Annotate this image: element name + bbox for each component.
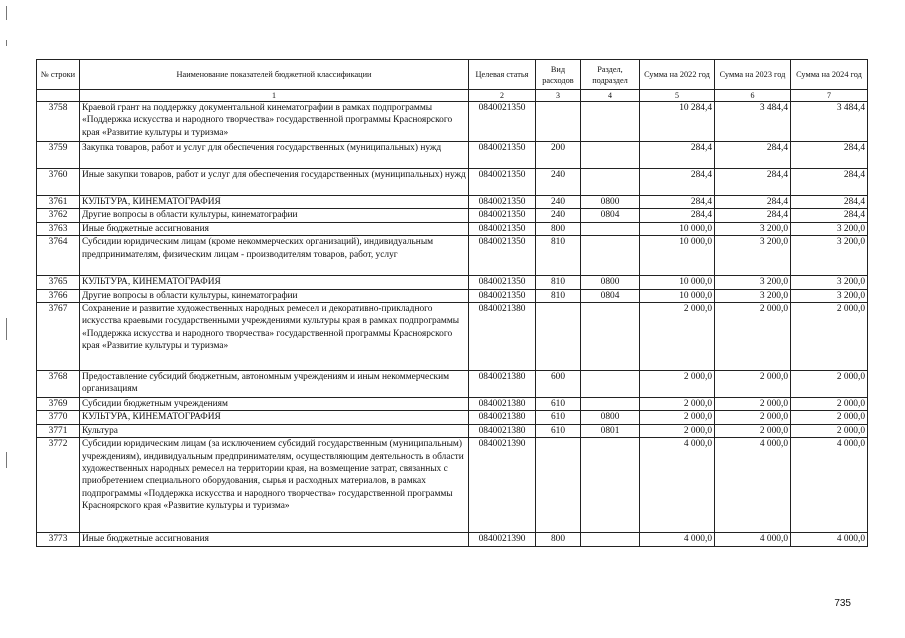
row-sum-2022: 10 000,0	[640, 236, 715, 276]
row-number: 3767	[37, 303, 80, 371]
row-section	[581, 398, 640, 411]
row-sum-2024: 3 200,0	[791, 276, 868, 289]
row-sum-2024: 284,4	[791, 169, 868, 196]
table-row	[37, 209, 868, 222]
row-number: 3771	[37, 424, 80, 437]
row-number: 3764	[37, 236, 80, 276]
row-number: 3762	[37, 209, 80, 222]
header-row-number: № строки	[37, 60, 80, 90]
header-number-2: 2	[469, 90, 536, 102]
header-sum-2024: Сумма на 2024 год	[791, 60, 868, 90]
table-row	[37, 371, 868, 398]
row-section: 0804	[581, 209, 640, 222]
row-section: 0804	[581, 289, 640, 302]
row-expense-type: 240	[536, 209, 581, 222]
row-expense-type: 810	[536, 289, 581, 302]
scan-mark	[6, 452, 7, 468]
header-sum-2022: Сумма на 2022 год	[640, 60, 715, 90]
row-indicator-name: Сохранение и развитие художественных народных ремесел и декоративно-прикладного искусства краевыми государственными учреждениями культуры края в рамках подпрограммы «Поддержка искусства и народного творчества» государственной программы Красноярского края «Развитие культуры и туризма»	[80, 303, 469, 371]
row-sum-2024: 2 000,0	[791, 411, 868, 424]
row-sum-2024: 284,4	[791, 196, 868, 209]
row-indicator-name: Иные бюджетные ассигнования	[80, 222, 469, 235]
row-indicator-name: Культура	[80, 424, 469, 437]
row-indicator-name: Субсидии юридическим лицам (кроме некоммерческих организаций), индивидуальным предпринимателям, физическим лицам - производителям товаров, работ, услуг	[80, 236, 469, 276]
row-number: 3770	[37, 411, 80, 424]
row-section	[581, 371, 640, 398]
table-row	[37, 169, 868, 196]
row-sum-2024: 4 000,0	[791, 533, 868, 546]
row-expense-type: 600	[536, 371, 581, 398]
row-sum-2024: 3 484,4	[791, 102, 868, 142]
row-sum-2023: 3 200,0	[715, 276, 791, 289]
budget-table	[36, 59, 868, 547]
table-row	[37, 142, 868, 169]
row-expense-type	[536, 303, 581, 371]
table-row	[37, 289, 868, 302]
row-expense-type: 610	[536, 411, 581, 424]
row-expense-type: 800	[536, 533, 581, 546]
row-sum-2023: 284,4	[715, 142, 791, 169]
row-number: 3772	[37, 438, 80, 533]
row-target-item: 0840021380	[469, 371, 536, 398]
table-row	[37, 303, 868, 371]
row-target-item: 0840021350	[469, 276, 536, 289]
row-indicator-name: Субсидии бюджетным учреждениям	[80, 398, 469, 411]
row-sum-2023: 2 000,0	[715, 371, 791, 398]
row-sum-2022: 284,4	[640, 169, 715, 196]
row-number: 3766	[37, 289, 80, 302]
scan-mark	[6, 40, 7, 46]
table-row	[37, 196, 868, 209]
row-section	[581, 142, 640, 169]
row-section	[581, 222, 640, 235]
row-target-item: 0840021350	[469, 222, 536, 235]
row-sum-2024: 2 000,0	[791, 303, 868, 371]
header-number-blank	[37, 90, 80, 102]
table-row	[37, 236, 868, 276]
header-expense-type: Вид расходов	[536, 60, 581, 90]
row-sum-2022: 10 000,0	[640, 276, 715, 289]
row-sum-2023: 2 000,0	[715, 411, 791, 424]
row-section	[581, 303, 640, 371]
row-sum-2024: 284,4	[791, 209, 868, 222]
row-target-item: 0840021350	[469, 289, 536, 302]
header-number-5: 5	[640, 90, 715, 102]
row-target-item: 0840021380	[469, 424, 536, 437]
row-sum-2023: 3 200,0	[715, 289, 791, 302]
row-expense-type: 610	[536, 424, 581, 437]
row-target-item: 0840021350	[469, 102, 536, 142]
row-expense-type: 810	[536, 276, 581, 289]
row-sum-2023: 284,4	[715, 169, 791, 196]
row-number: 3760	[37, 169, 80, 196]
row-target-item: 0840021350	[469, 169, 536, 196]
row-sum-2022: 10 000,0	[640, 222, 715, 235]
row-expense-type: 200	[536, 142, 581, 169]
row-sum-2023: 3 200,0	[715, 222, 791, 235]
row-sum-2023: 2 000,0	[715, 303, 791, 371]
row-sum-2022: 10 284,4	[640, 102, 715, 142]
row-sum-2024: 2 000,0	[791, 371, 868, 398]
row-target-item: 0840021350	[469, 142, 536, 169]
row-section: 0800	[581, 196, 640, 209]
row-indicator-name: КУЛЬТУРА, КИНЕМАТОГРАФИЯ	[80, 196, 469, 209]
table-header	[37, 60, 868, 102]
row-sum-2023: 4 000,0	[715, 438, 791, 533]
row-section	[581, 236, 640, 276]
table-row	[37, 222, 868, 235]
row-sum-2023: 284,4	[715, 196, 791, 209]
row-target-item: 0840021350	[469, 209, 536, 222]
row-number: 3758	[37, 102, 80, 142]
row-sum-2024: 2 000,0	[791, 424, 868, 437]
row-indicator-name: Иные закупки товаров, работ и услуг для обеспечения государственных (муниципальных) нужд	[80, 169, 469, 196]
row-number: 3763	[37, 222, 80, 235]
row-sum-2022: 2 000,0	[640, 424, 715, 437]
row-sum-2022: 4 000,0	[640, 533, 715, 546]
header-target-item: Целевая статья	[469, 60, 536, 90]
row-sum-2022: 2 000,0	[640, 398, 715, 411]
row-sum-2022: 284,4	[640, 196, 715, 209]
row-sum-2022: 2 000,0	[640, 371, 715, 398]
row-section	[581, 533, 640, 546]
row-sum-2023: 3 484,4	[715, 102, 791, 142]
row-number: 3765	[37, 276, 80, 289]
row-indicator-name: КУЛЬТУРА, КИНЕМАТОГРАФИЯ	[80, 411, 469, 424]
row-expense-type	[536, 438, 581, 533]
row-expense-type: 240	[536, 169, 581, 196]
scan-edge-marks	[0, 0, 12, 638]
row-sum-2023: 2 000,0	[715, 398, 791, 411]
header-number-4: 4	[581, 90, 640, 102]
row-expense-type: 610	[536, 398, 581, 411]
row-indicator-name: Иные бюджетные ассигнования	[80, 533, 469, 546]
row-target-item: 0840021350	[469, 196, 536, 209]
row-section	[581, 438, 640, 533]
table-row	[37, 276, 868, 289]
row-indicator-name: Предоставление субсидий бюджетным, автономным учреждениям и иным некоммерческим организациям	[80, 371, 469, 398]
row-target-item: 0840021390	[469, 533, 536, 546]
scan-mark	[6, 318, 7, 340]
page-number: 735	[834, 598, 851, 609]
row-sum-2023: 284,4	[715, 209, 791, 222]
row-sum-2023: 4 000,0	[715, 533, 791, 546]
header-indicator-name: Наименование показателей бюджетной классификации	[80, 60, 469, 90]
row-sum-2022: 10 000,0	[640, 289, 715, 302]
table-body	[37, 102, 868, 547]
header-number-7: 7	[791, 90, 868, 102]
row-indicator-name: Краевой грант на поддержку документальной кинематографии в рамках подпрограммы «Поддержка искусства и народного творчества» государственной программы Красноярского края «Развитие культуры и туризма»	[80, 102, 469, 142]
table-row	[37, 424, 868, 437]
scan-mark	[6, 6, 7, 20]
row-sum-2023: 2 000,0	[715, 424, 791, 437]
row-sum-2023: 3 200,0	[715, 236, 791, 276]
table-row	[37, 533, 868, 546]
row-section	[581, 169, 640, 196]
row-sum-2024: 284,4	[791, 142, 868, 169]
header-number-3: 3	[536, 90, 581, 102]
table-row	[37, 102, 868, 142]
table-row	[37, 398, 868, 411]
header-section: Раздел, подраздел	[581, 60, 640, 90]
row-sum-2024: 3 200,0	[791, 289, 868, 302]
row-indicator-name: Закупка товаров, работ и услуг для обеспечения государственных (муниципальных) нужд	[80, 142, 469, 169]
row-indicator-name: Другие вопросы в области культуры, кинематографии	[80, 289, 469, 302]
row-sum-2024: 4 000,0	[791, 438, 868, 533]
row-section: 0801	[581, 424, 640, 437]
row-section: 0800	[581, 276, 640, 289]
row-expense-type: 810	[536, 236, 581, 276]
row-sum-2022: 284,4	[640, 142, 715, 169]
row-number: 3768	[37, 371, 80, 398]
row-sum-2022: 2 000,0	[640, 411, 715, 424]
row-indicator-name: Субсидии юридическим лицам (за исключением субсидий государственным (муниципальным) учреждениям), индивидуальным предпринимателям, осуществляющим деятельность в области художественных народных ремесел на территории края, на возмещение затрат, связанных с приобретением специального оборудования, сырья и расходных материалов, в рамках подпрограммы «Поддержка искусства и народного творчества» государственной программы Красноярского края «Развитие культуры и туризма»	[80, 438, 469, 533]
row-number: 3773	[37, 533, 80, 546]
row-sum-2024: 2 000,0	[791, 398, 868, 411]
row-number: 3769	[37, 398, 80, 411]
row-indicator-name: Другие вопросы в области культуры, кинематографии	[80, 209, 469, 222]
row-sum-2022: 4 000,0	[640, 438, 715, 533]
row-expense-type: 240	[536, 196, 581, 209]
row-sum-2022: 284,4	[640, 209, 715, 222]
row-sum-2024: 3 200,0	[791, 222, 868, 235]
row-sum-2022: 2 000,0	[640, 303, 715, 371]
header-number-1: 1	[80, 90, 469, 102]
row-section	[581, 102, 640, 142]
row-target-item: 0840021380	[469, 398, 536, 411]
row-expense-type: 800	[536, 222, 581, 235]
row-target-item: 0840021380	[469, 303, 536, 371]
row-number: 3759	[37, 142, 80, 169]
table-row	[37, 438, 868, 533]
row-number: 3761	[37, 196, 80, 209]
header-number-6: 6	[715, 90, 791, 102]
row-section: 0800	[581, 411, 640, 424]
row-expense-type	[536, 102, 581, 142]
header-sum-2023: Сумма на 2023 год	[715, 60, 791, 90]
row-target-item: 0840021350	[469, 236, 536, 276]
row-sum-2024: 3 200,0	[791, 236, 868, 276]
row-target-item: 0840021390	[469, 438, 536, 533]
table-row	[37, 411, 868, 424]
row-target-item: 0840021380	[469, 411, 536, 424]
row-indicator-name: КУЛЬТУРА, КИНЕМАТОГРАФИЯ	[80, 276, 469, 289]
